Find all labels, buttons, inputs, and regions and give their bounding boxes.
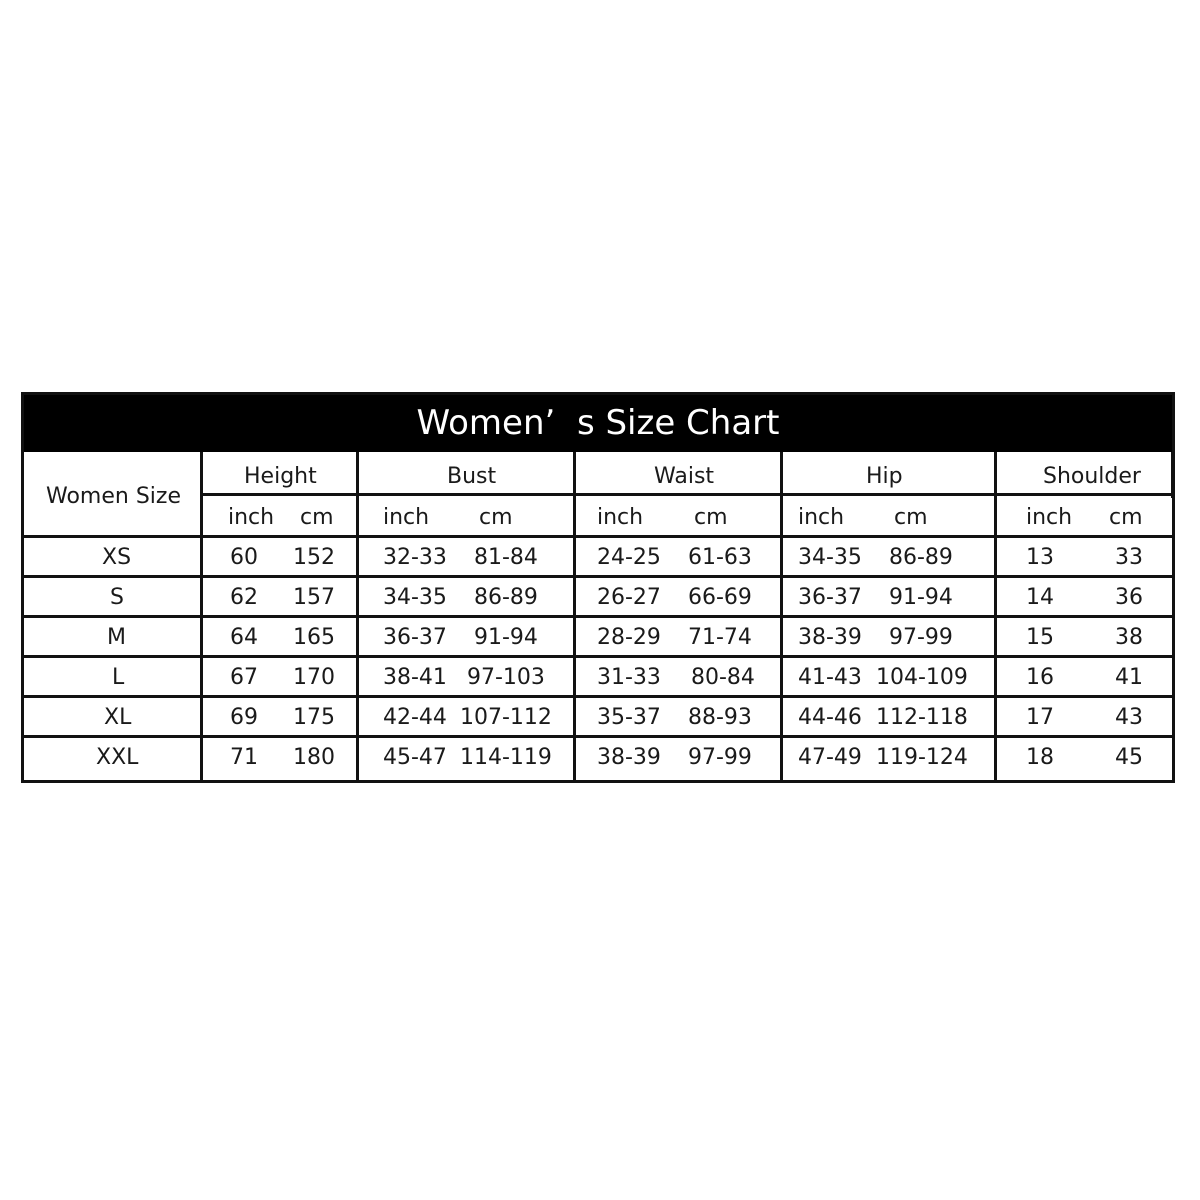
- waist-cm-cell: 88-93: [688, 705, 752, 730]
- waist-inch-cell: 26-27: [597, 585, 661, 610]
- height-cm-cell: 175: [293, 705, 335, 730]
- waist-cm-cell: 66-69: [688, 585, 752, 610]
- waist-cm-cell: 71-74: [688, 625, 752, 650]
- unit-header-inch: inch: [597, 505, 644, 530]
- group-header-height: Height: [244, 464, 317, 489]
- bust-cm-cell: 107-112: [460, 705, 552, 730]
- unit-header-cm: cm: [894, 505, 928, 530]
- bust-cm-cell: 114-119: [460, 745, 552, 770]
- waist-cm-cell: 97-99: [688, 745, 752, 770]
- bust-inch-cell: 42-44: [383, 705, 447, 730]
- row-divider: [24, 735, 1172, 738]
- shoulder-cm-cell: 41: [1115, 665, 1143, 690]
- group-header-bust: Bust: [447, 464, 497, 489]
- shoulder-inch-cell: 17: [1026, 705, 1054, 730]
- height-cm-cell: 180: [293, 745, 335, 770]
- size-label: M: [107, 625, 126, 650]
- height-inch-cell: 69: [230, 705, 258, 730]
- waist-inch-cell: 24-25: [597, 545, 661, 570]
- shoulder-inch-cell: 13: [1026, 545, 1054, 570]
- bust-inch-cell: 32-33: [383, 545, 447, 570]
- hip-inch-cell: 34-35: [798, 545, 862, 570]
- hip-inch-cell: 47-49: [798, 745, 862, 770]
- height-inch-cell: 71: [230, 745, 258, 770]
- unit-header-inch: inch: [228, 505, 275, 530]
- unit-header-inch: inch: [798, 505, 845, 530]
- shoulder-cm-cell: 38: [1115, 625, 1143, 650]
- shoulder-cm-cell: 45: [1115, 745, 1143, 770]
- hip-cm-cell: 97-99: [889, 625, 953, 650]
- row-divider: [24, 615, 1172, 618]
- unit-header-cm: cm: [479, 505, 513, 530]
- row-divider: [24, 535, 1172, 538]
- height-inch-cell: 64: [230, 625, 258, 650]
- column-divider: [1171, 452, 1174, 498]
- waist-inch-cell: 28-29: [597, 625, 661, 650]
- hip-cm-cell: 91-94: [889, 585, 953, 610]
- height-inch-cell: 60: [230, 545, 258, 570]
- group-header-waist: Waist: [654, 464, 715, 489]
- row-divider: [24, 695, 1172, 698]
- height-cm-cell: 157: [293, 585, 335, 610]
- height-cm-cell: 152: [293, 545, 335, 570]
- row-divider: [200, 493, 1174, 496]
- group-header-shoulder: Shoulder: [1043, 464, 1141, 489]
- bust-inch-cell: 38-41: [383, 665, 447, 690]
- shoulder-inch-cell: 14: [1026, 585, 1054, 610]
- bust-inch-cell: 34-35: [383, 585, 447, 610]
- hip-inch-cell: 38-39: [798, 625, 862, 650]
- hip-inch-cell: 36-37: [798, 585, 862, 610]
- row-divider: [24, 655, 1172, 658]
- bust-cm-cell: 86-89: [474, 585, 538, 610]
- unit-header-inch: inch: [1026, 505, 1073, 530]
- unit-header-cm: cm: [300, 505, 334, 530]
- shoulder-inch-cell: 16: [1026, 665, 1054, 690]
- waist-inch-cell: 38-39: [597, 745, 661, 770]
- shoulder-cm-cell: 33: [1115, 545, 1143, 570]
- waist-cm-cell: 80-84: [691, 665, 755, 690]
- size-column-header: Women Size: [46, 484, 181, 509]
- group-header-hip: Hip: [866, 464, 903, 489]
- size-label: XXL: [96, 745, 139, 770]
- height-cm-cell: 165: [293, 625, 335, 650]
- hip-cm-cell: 104-109: [876, 665, 968, 690]
- shoulder-cm-cell: 43: [1115, 705, 1143, 730]
- size-label: XL: [104, 705, 132, 730]
- hip-inch-cell: 44-46: [798, 705, 862, 730]
- bust-inch-cell: 36-37: [383, 625, 447, 650]
- shoulder-inch-cell: 18: [1026, 745, 1054, 770]
- row-divider: [24, 575, 1172, 578]
- shoulder-inch-cell: 15: [1026, 625, 1054, 650]
- chart-title: Women’ s Size Chart: [24, 395, 1172, 452]
- size-chart-table: [21, 392, 1175, 783]
- height-inch-cell: 67: [230, 665, 258, 690]
- hip-cm-cell: 86-89: [889, 545, 953, 570]
- bust-cm-cell: 81-84: [474, 545, 538, 570]
- hip-inch-cell: 41-43: [798, 665, 862, 690]
- waist-cm-cell: 61-63: [688, 545, 752, 570]
- size-label: S: [110, 585, 124, 610]
- unit-header-cm: cm: [694, 505, 728, 530]
- height-cm-cell: 170: [293, 665, 335, 690]
- height-inch-cell: 62: [230, 585, 258, 610]
- hip-cm-cell: 112-118: [876, 705, 968, 730]
- bust-cm-cell: 97-103: [467, 665, 545, 690]
- bust-cm-cell: 91-94: [474, 625, 538, 650]
- waist-inch-cell: 31-33: [597, 665, 661, 690]
- size-label: XS: [102, 545, 132, 570]
- unit-header-cm: cm: [1109, 505, 1143, 530]
- size-label: L: [112, 665, 125, 690]
- hip-cm-cell: 119-124: [876, 745, 968, 770]
- bust-inch-cell: 45-47: [383, 745, 447, 770]
- shoulder-cm-cell: 36: [1115, 585, 1143, 610]
- waist-inch-cell: 35-37: [597, 705, 661, 730]
- unit-header-inch: inch: [383, 505, 430, 530]
